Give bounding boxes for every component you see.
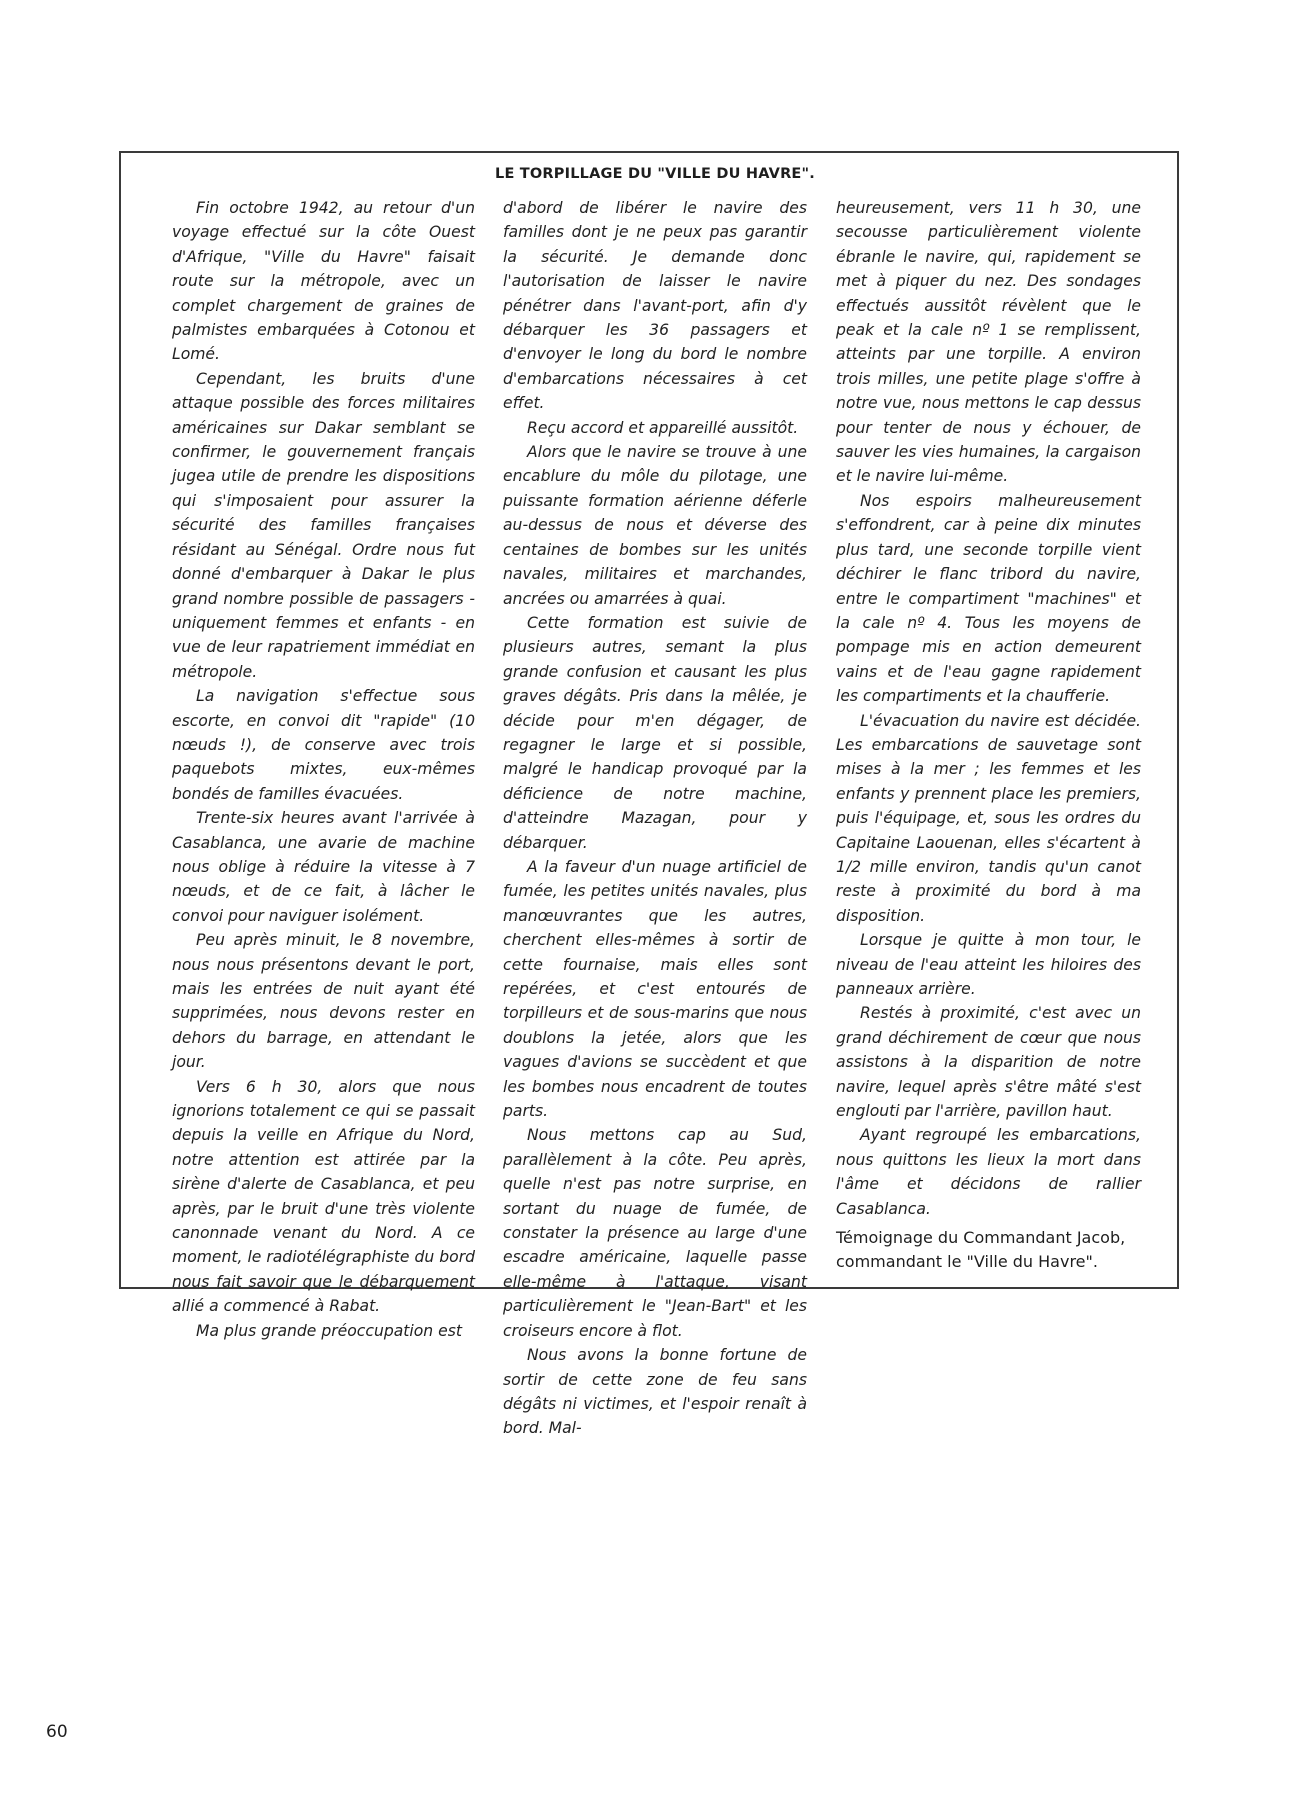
paragraph: Cependant, les bruits d'une attaque possible des forces militaires américaines sur Dakar semblant se confirmer, le gouvernement français jugea utile de prendre les dispositions qui s'imposaient pour assurer la sécurité des familles françaises résidant au Sénégal. Ordre nous fut donné d'embarquer à Dakar le plus grand nombre possible de passagers - uniquement femmes et enfants - en vue de leur rapatriement immédiat en métropole.: [172, 369, 475, 681]
paragraph-continued: heureusement, vers 11 h 30, une secousse particulièrement violente ébranle le navire, qui, rapidement se met à piquer du nez. Des sondages effectués aussitôt révèlent que le peak et la cale nº 1 se remplissent, atteints par une torpille. A environ trois milles, une petite plage s'offre à notre vue, nous mettons le cap dessus pour tenter de nous y échouer, de sauver les vies humaines, la cargaison et le navire lui-même.: [836, 199, 1141, 486]
column-3: [836, 196, 1141, 1221]
paragraph: Peu après minuit, le 8 novembre, nous nous présentons devant le port, mais les entrées de nuit ayant été supprimées, nous devons rester en dehors du barrage, en attendant le jour.: [172, 931, 475, 1072]
paragraph: Vers 6 h 30, alors que nous ignorions totalement ce qui se passait depuis la veille en Afrique du Nord, notre attention est attirée par la sirène d'alerte de Casablanca, et peu après, par le bruit d'une très violente canonnade venant du Nord. A ce moment, le radiotélégraphiste du bord nous fait savoir que le débarquement allié a commencé à Rabat.: [172, 1077, 475, 1316]
paragraph: L'évacuation du navire est décidée. Les embarcations de sauvetage sont mises à la mer ; les femmes et les enfants y prennent place les premiers, puis l'équipage, et, sous les ordres du Capitaine Laouenan, elles s'écartent à 1/2 mille environ, tandis qu'un canot reste à proximité du bord à ma disposition.: [836, 711, 1141, 925]
column-1: [172, 196, 475, 1343]
paragraph: Cette formation est suivie de plusieurs autres, semant la plus grande confusion et causant les plus graves dégâts. Pris dans la mêlée, je décide pour m'en dégager, de regagner le large et si possible, malgré le handicap provoqué par la déficience de notre machine, d'atteindre Mazagan, pour y débarquer.: [503, 613, 807, 852]
paragraph-continued: d'abord de libérer le navire des familles dont je ne peux pas garantir la sécurité. Je demande donc l'autorisation de laisser le navire pénétrer dans l'avant-port, afin d'y débarquer les 36 passagers et d'envoyer le long du bord le nombre d'embarcations nécessaires à cet effet.: [503, 199, 807, 413]
signature: [836, 1226, 1141, 1275]
article-headline: LE TORPILLAGE DU "VILLE DU HAVRE".: [495, 166, 816, 182]
paragraph: Ayant regroupé les embarcations, nous quittons les lieux la mort dans l'âme et décidons de rallier Casablanca.: [836, 1126, 1141, 1218]
paragraph: Nos espoirs malheureusement s'effondrent, car à peine dix minutes plus tard, une seconde torpille vient déchirer le flanc tribord du navire, entre le compartiment "machines" et la cale nº 4. Tous les moyens de pompage mis en action demeurent vains et de l'eau gagne rapidement les compartiments et la chaufferie.: [836, 491, 1141, 706]
page-number: 60: [46, 1722, 68, 1742]
paragraph: Trente-six heures avant l'arrivée à Casablanca, une avarie de machine nous oblige à réduire la vitesse à 7 nœuds, et de ce fait, à lâcher le convoi pour naviguer isolément.: [172, 809, 475, 925]
paragraph: Nous mettons cap au Sud, parallèlement à la côte. Peu après, quelle n'est pas notre surprise, en sortant du nuage de fumée, de constater la présence au large d'une escadre américaine, laquelle passe elle-même à l'attaque, visant particulièrement le "Jean-Bart" et les croiseurs encore à flot.: [503, 1126, 807, 1340]
paragraph: Nous avons la bonne fortune de sortir de cette zone de feu sans dégâts ni victimes, et l'espoir renaît à bord. Mal-: [503, 1346, 807, 1438]
column-2: [503, 196, 807, 1441]
paragraph: Ma plus grande préoccupation est: [196, 1321, 462, 1340]
paragraph: Alors que le navire se trouve à une encablure du môle du pilotage, une puissante formation aérienne déferle au-dessus de nous et déverse des centaines de bombes sur les unités navales, militaires et marchandes, ancrées ou amarrées à quai.: [503, 443, 807, 608]
paragraph: Reçu accord et appareillé aussitôt.: [527, 418, 799, 437]
paragraph: Fin octobre 1942, au retour d'un voyage effectué sur la côte Ouest d'Afrique, "Ville du Havre" faisait route sur la métropole, avec un complet chargement de graines de palmistes embarquées à Cotonou et Lomé.: [172, 199, 475, 364]
signature-line-2: commandant le "Ville du Havre".: [836, 1252, 1098, 1272]
paragraph: Lorsque je quitte à mon tour, le niveau de l'eau atteint les hiloires des panneaux arrière.: [836, 931, 1141, 998]
paragraph: La navigation s'effectue sous escorte, en convoi dit "rapide" (10 nœuds !), de conserve avec trois paquebots mixtes, eux-mêmes bondés de familles évacuées.: [172, 687, 475, 803]
paragraph: A la faveur d'un nuage artificiel de fumée, les petites unités navales, plus manœuvrantes que les autres, cherchent elles-mêmes à sortir de cette fournaise, mais elles sont repérées, et c'est entourés de torpilleurs et de sous-marins que nous doublons la jetée, alors que les vagues d'avions se succèdent et que les bombes nous encadrent de toutes parts.: [503, 857, 807, 1121]
signature-line-1: Témoignage du Commandant Jacob,: [836, 1228, 1126, 1247]
paragraph: Restés à proximité, c'est avec un grand déchirement de cœur que nous assistons à la disparition de notre navire, lequel après s'être mâté s'est englouti par l'arrière, pavillon haut.: [836, 1004, 1141, 1121]
